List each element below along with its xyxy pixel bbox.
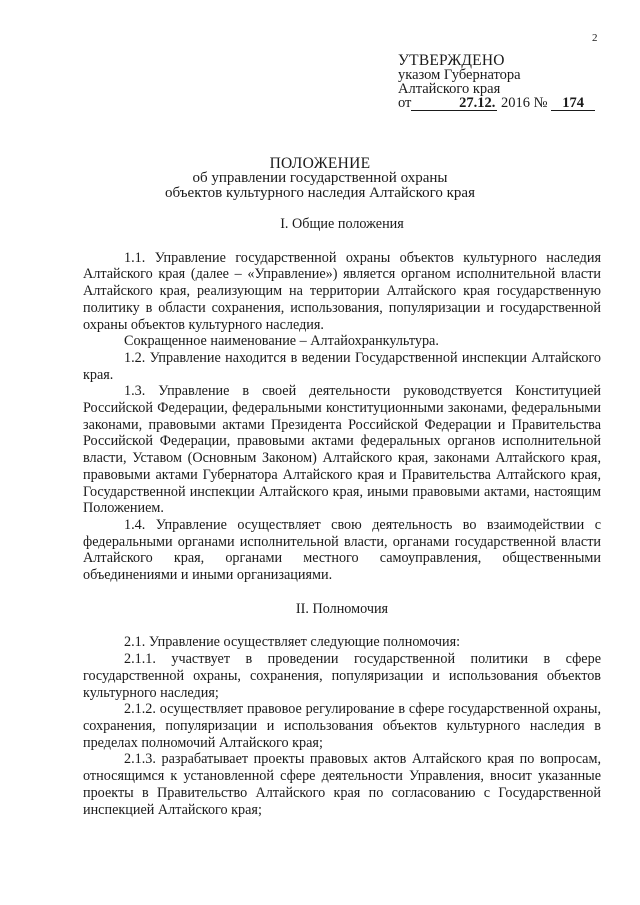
approval-year: 2016 № <box>497 95 548 111</box>
approval-number: 174 <box>551 97 595 111</box>
section-heading-general: I. Общие положения <box>280 216 404 232</box>
approval-date-line <box>398 96 598 111</box>
approval-by-line2: Алтайского края <box>398 81 501 97</box>
document-title-main: ПОЛОЖЕНИЕ <box>269 155 371 172</box>
paragraph-1-2: 1.2. Управление находится в ведении Государственной инспекции Алтайского края. <box>83 349 601 383</box>
paragraph-1-4: 1.4. Управление осуществляет свою деятельность во взаимодействии с федеральными органами исполнительной власти, органами государственной власти Алтайского края, органами местного самоуправления, общественными объединениями и иными организациями. <box>83 516 601 584</box>
paragraph-2-1-3: 2.1.3. разрабатывает проекты правовых актов Алтайского края по вопросам, относящимся к установленной сфере деятельности Управления, вносит указанные проекты в Правительство Алтайского края по согласованию с Государственной инспекцией Алтайского края; <box>83 751 601 818</box>
paragraph-2-1: 2.1. Управление осуществляет следующие полномочия: <box>124 634 461 651</box>
document-title-line2: об управлении государственной охраны <box>192 170 448 186</box>
paragraph-1-1: 1.1. Управление государственной охраны объектов культурного наследия Алтайского края (далее – «Управление») является органом исполнительной власти Алтайского края, реализующим на территории Алтайского края государственную политику в области сохранения, использования, популяризации и государственной охраны объектов культурного наследия. <box>83 249 601 333</box>
section-heading-powers: II. Полномочия <box>295 600 389 617</box>
paragraph-2-1-1: 2.1.1. участвует в проведении государственной политики в сфере государственной охраны, сохранения, популяризации и использования объектов культурного наследия; <box>83 651 601 701</box>
paragraph-2-1-2: 2.1.2. осуществляет правовое регулирование в сфере государственной охраны, сохранения, популяризации и использования объектов культурного наследия в пределах полномочий Алтайского края; <box>83 701 601 751</box>
approval-title: УТВЕРЖДЕНО <box>398 52 505 69</box>
page-number: 2 <box>592 32 598 44</box>
document-title <box>0 156 640 201</box>
approval-by-line1: указом Губернатора <box>398 67 521 83</box>
paragraph-short-name: Сокращенное наименование – Алтайохранкультура. <box>124 333 439 350</box>
document-body <box>83 216 601 818</box>
paragraph-1-3: 1.3. Управление в своей деятельности руководствуется Конституцией Российской Федерации, федеральными конституционными законами, федеральными законами, правовыми актами Президента Российской Федерации и Правительства Российской Федерации, правовыми актами федеральных органов исполнительной власти, Уставом (Основным Законом) Алтайского края, законами Алтайского края, правовыми актами Губернатора Алтайского края и Правительства Алтайского края, Государственной инспекции Алтайского края, иными правовыми актами, настоящим Положением. <box>83 383 601 517</box>
approval-stamp <box>398 54 598 111</box>
document-title-line3: объектов культурного наследия Алтайского края <box>165 185 475 201</box>
approval-date: 27.12. <box>411 97 497 111</box>
approval-from-prefix: от <box>398 95 412 111</box>
